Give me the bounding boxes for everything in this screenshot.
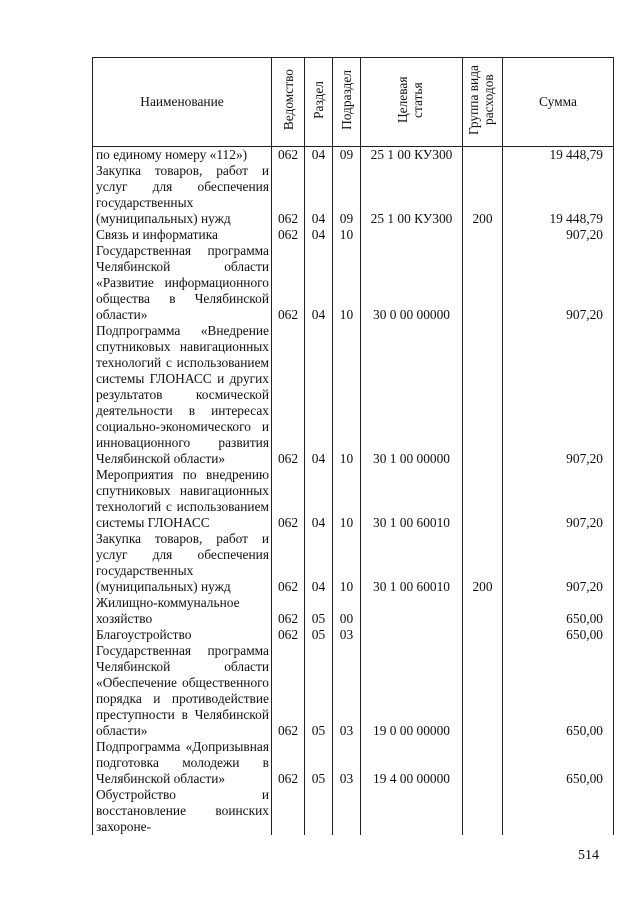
header-podrazdel: Подраздел	[333, 58, 361, 147]
row-celevaya-cell: 30 1 00 60010	[361, 467, 463, 531]
row-razdel-cell: 04	[305, 243, 333, 323]
table-row	[93, 739, 614, 787]
row-podrazdel-cell: 03	[333, 643, 361, 739]
row-name-cell: Государственная программа Челябинской области «Обеспечение общественного порядка и противодействие преступности в Челябинской области»	[93, 643, 272, 739]
row-razdel-cell: 04	[305, 531, 333, 595]
row-razdel-cell: 04	[305, 323, 333, 467]
row-razdel-cell: 05	[305, 643, 333, 739]
header-gruppa: Группа вида расходов	[463, 58, 503, 147]
row-celevaya-cell: 25 1 00 КУ300	[361, 163, 463, 227]
row-gruppa-cell	[463, 467, 503, 531]
row-celevaya-cell: 25 1 00 КУ300	[361, 147, 463, 164]
row-podrazdel-cell: 00	[333, 595, 361, 627]
table-row	[93, 163, 614, 227]
row-summa-cell: 650,00	[503, 595, 614, 627]
row-podrazdel-cell: 10	[333, 323, 361, 467]
header-name: Наименование	[93, 58, 272, 147]
row-vedomstvo-cell: 062	[272, 531, 305, 595]
row-vedomstvo-cell: 062	[272, 595, 305, 627]
row-summa-cell: 907,20	[503, 227, 614, 243]
row-vedomstvo-cell	[272, 787, 305, 835]
row-vedomstvo-cell: 062	[272, 627, 305, 643]
row-summa-cell: 907,20	[503, 243, 614, 323]
row-celevaya-cell	[361, 787, 463, 835]
row-vedomstvo-cell: 062	[272, 147, 305, 164]
row-podrazdel-cell: 10	[333, 531, 361, 595]
row-name-cell: по единому номеру «112»)	[93, 147, 272, 164]
row-vedomstvo-cell: 062	[272, 227, 305, 243]
row-summa-cell: 19 448,79	[503, 163, 614, 227]
row-gruppa-cell	[463, 627, 503, 643]
row-summa-cell: 907,20	[503, 531, 614, 595]
row-razdel-cell: 05	[305, 739, 333, 787]
row-gruppa-cell	[463, 739, 503, 787]
row-gruppa-cell	[463, 643, 503, 739]
page-number: 514	[578, 848, 599, 863]
row-name-cell: Закупка товаров, работ и услуг для обеспечения государственных (муниципальных) нужд	[93, 163, 272, 227]
row-vedomstvo-cell: 062	[272, 643, 305, 739]
row-podrazdel-cell: 09	[333, 163, 361, 227]
row-razdel-cell: 04	[305, 163, 333, 227]
row-podrazdel-cell: 03	[333, 739, 361, 787]
row-gruppa-cell	[463, 227, 503, 243]
row-gruppa-cell	[463, 595, 503, 627]
row-podrazdel-cell: 10	[333, 467, 361, 531]
row-summa-cell: 650,00	[503, 627, 614, 643]
row-gruppa-cell	[463, 787, 503, 835]
table-row	[93, 787, 614, 835]
row-celevaya-cell: 19 0 00 00000	[361, 643, 463, 739]
row-razdel-cell: 05	[305, 595, 333, 627]
row-razdel-cell: 04	[305, 467, 333, 531]
row-summa-cell: 907,20	[503, 323, 614, 467]
row-podrazdel-cell: 03	[333, 627, 361, 643]
table-row	[93, 243, 614, 323]
row-name-cell: Мероприятия по внедрению спутниковых навигационных технологий с использованием системы ГЛОНАСС	[93, 467, 272, 531]
row-name-cell: Жилищно-коммунальное хозяйство	[93, 595, 272, 627]
row-celevaya-cell: 30 1 00 60010	[361, 531, 463, 595]
row-name-cell: Обустройство и восстановление воинских захороне-	[93, 787, 272, 835]
row-celevaya-cell	[361, 627, 463, 643]
table-row	[93, 627, 614, 643]
row-vedomstvo-cell: 062	[272, 243, 305, 323]
table-row	[93, 147, 614, 164]
header-vedomstvo: Ведомство	[272, 58, 305, 147]
row-summa-cell: 650,00	[503, 739, 614, 787]
row-name-cell: Закупка товаров, работ и услуг для обеспечения государственных (муниципальных) нужд	[93, 531, 272, 595]
row-podrazdel-cell: 10	[333, 227, 361, 243]
header-celevaya: Целевая статья	[361, 58, 463, 147]
row-gruppa-cell	[463, 323, 503, 467]
table-row	[93, 531, 614, 595]
row-gruppa-cell	[463, 243, 503, 323]
row-razdel-cell: 05	[305, 627, 333, 643]
table-row	[93, 643, 614, 739]
row-vedomstvo-cell: 062	[272, 739, 305, 787]
table-row	[93, 227, 614, 243]
row-celevaya-cell	[361, 595, 463, 627]
row-vedomstvo-cell: 062	[272, 467, 305, 531]
row-gruppa-cell: 200	[463, 531, 503, 595]
row-summa-cell: 907,20	[503, 467, 614, 531]
row-razdel-cell: 04	[305, 147, 333, 164]
row-name-cell: Связь и информатика	[93, 227, 272, 243]
header-razdel: Раздел	[305, 58, 333, 147]
row-name-cell: Подпрограмма «Внедрение спутниковых навигационных технологий с использованием системы ГЛОНАСС и других результатов космической деятельности в интересах социально-экономического и инновационного развития Челябинской области»	[93, 323, 272, 467]
table-row	[93, 323, 614, 467]
row-razdel-cell: 04	[305, 227, 333, 243]
row-celevaya-cell: 30 0 00 00000	[361, 243, 463, 323]
table-body	[93, 147, 614, 836]
table-header	[93, 58, 614, 147]
row-vedomstvo-cell: 062	[272, 163, 305, 227]
row-gruppa-cell	[463, 147, 503, 164]
row-podrazdel-cell: 10	[333, 243, 361, 323]
row-summa-cell	[503, 787, 614, 835]
row-summa-cell: 650,00	[503, 643, 614, 739]
row-celevaya-cell: 30 1 00 00000	[361, 323, 463, 467]
row-name-cell: Государственная программа Челябинской области «Развитие информационного общества в Челябинской области»	[93, 243, 272, 323]
header-summa: Сумма	[503, 58, 614, 147]
budget-table	[92, 57, 614, 835]
row-gruppa-cell: 200	[463, 163, 503, 227]
row-celevaya-cell: 19 4 00 00000	[361, 739, 463, 787]
row-summa-cell: 19 448,79	[503, 147, 614, 164]
row-name-cell: Подпрограмма «Допризывная подготовка молодежи в Челябинской области»	[93, 739, 272, 787]
table-row	[93, 467, 614, 531]
table-row	[93, 595, 614, 627]
row-razdel-cell	[305, 787, 333, 835]
row-celevaya-cell	[361, 227, 463, 243]
row-name-cell: Благоустройство	[93, 627, 272, 643]
row-vedomstvo-cell: 062	[272, 323, 305, 467]
row-podrazdel-cell: 09	[333, 147, 361, 164]
row-podrazdel-cell	[333, 787, 361, 835]
